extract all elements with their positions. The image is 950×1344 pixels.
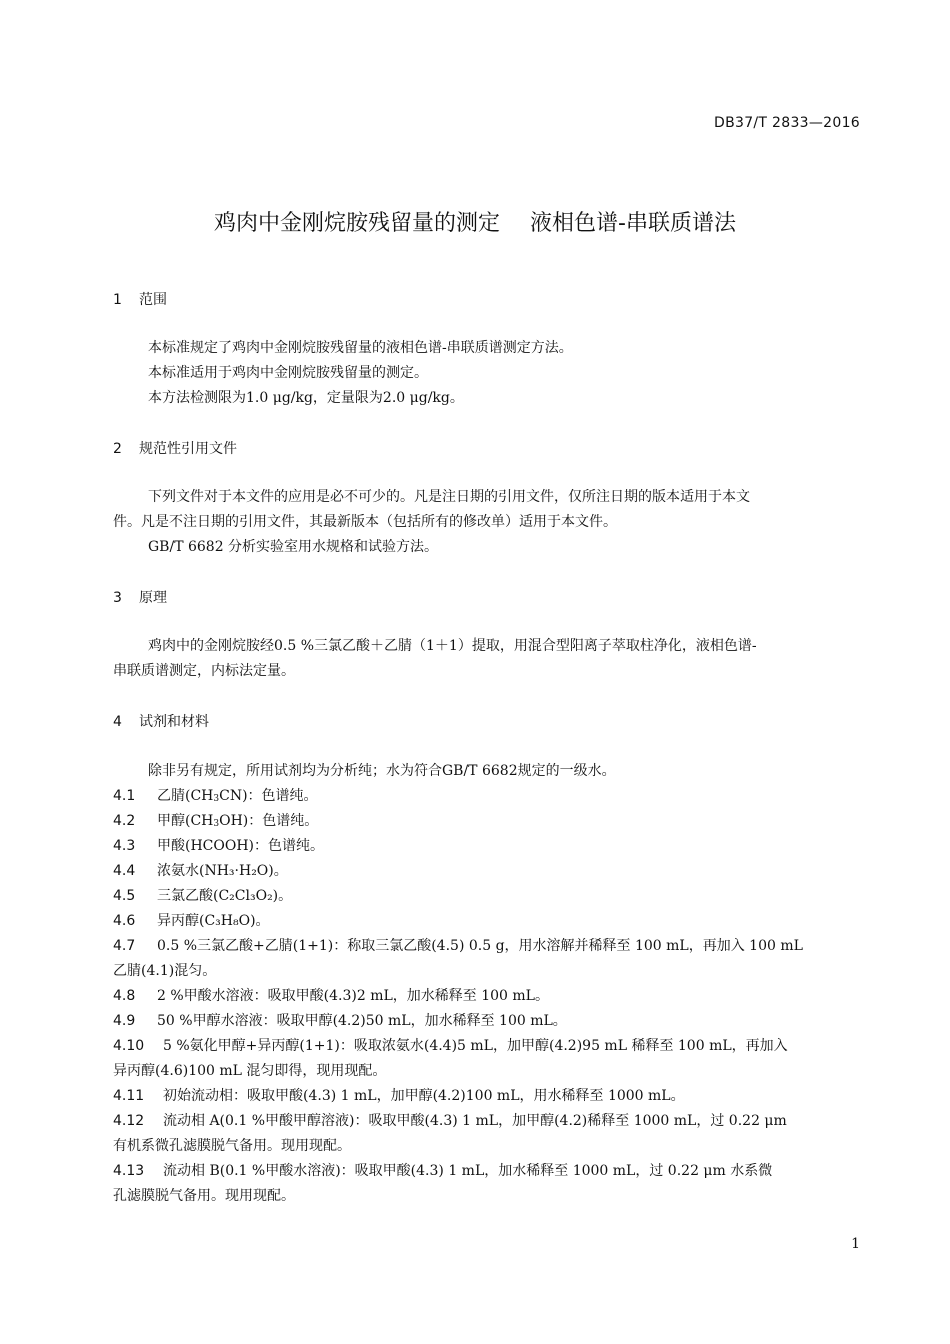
section-heading-1 [113,289,167,309]
item-text-line1: 0.5 %三氯乙酸+乙腈(1+1)：称取三氯乙酸(4.5) 0.5 g，用水溶解并稀释至 100 mL，再加入 100 mL [157,938,803,954]
reagent-item [113,784,860,812]
scope-p2: 本标准适用于鸡肉中金刚烷胺残留量的测定。 [148,365,428,381]
reagents-intro-text: 除非另有规定，所用试剂均为分析纯；水为符合GB/T 6682规定的一级水。 [148,763,616,779]
item-number: 4.10 [113,1038,145,1054]
standard-id: DB37/T 2833—2016 [714,115,860,131]
reagent-item [113,984,860,1009]
item-number: 4.7 [113,938,136,954]
item-text: 乙腈$(CH_3CN)$：色谱纯。 [157,788,318,804]
scope-p3: 本方法检测限为1.0 μg/kg，定量限为2.0 μg/kg。 [148,390,464,406]
item-text: 三氯乙酸(C₂Cl₃O₂)。 [157,888,293,904]
refs-p1-line1: 下列文件对于本文件的应用是必不可少的。凡是注日期的引用文件，仅所注日期的版本适用于本文 [148,489,750,505]
reagent-item [113,884,860,909]
item-text-line1: 5 %氨化甲醇+异丙醇(1+1)：吸取浓氨水(4.4)5 mL，加甲醇(4.2)95 mL 稀释至 100 mL，再加入 [163,1038,788,1054]
page-number: 1 [851,1236,860,1252]
item-text: 异丙醇(C₃H₈O)。 [157,913,270,929]
section-title: 试剂和材料 [139,714,209,730]
section-number: 3 [113,590,122,606]
reagent-item [113,859,860,884]
item-number: 4.1 [113,788,136,804]
reagent-item [113,934,860,984]
item-text-line1: 流动相 B(0.1 %甲酸水溶液)：吸取甲酸(4.3) 1 mL，加水稀释至 1000 mL，过 0.22 μm 水系微 [163,1163,773,1179]
item-number: 4.2 [113,813,136,829]
item-number: 4.11 [113,1088,145,1104]
reagent-item [113,1109,860,1159]
refs-p1-line2: 件。凡是不注日期的引用文件，其最新版本（包括所有的修改单）适用于本文件。 [113,514,617,530]
item-text: 甲醇$(CH_3OH)$：色谱纯。 [157,813,319,829]
reagent-item [113,1034,860,1084]
item-number: 4.12 [113,1113,145,1129]
item-text-line1: 流动相 A(0.1 %甲酸甲醇溶液)：吸取甲酸(4.3) 1 mL，加甲醇(4.2)稀释至 1000 mL，过 0.22 μm [163,1113,787,1129]
item-text: 浓氨水(NH₃·H₂O)。 [157,863,288,879]
reagent-item [113,1009,860,1034]
item-text: 初始流动相：吸取甲酸(4.3) 1 mL，加甲醇(4.2)100 mL，用水稀释至 1000 mL。 [163,1088,685,1104]
item-number: 4.9 [113,1013,136,1029]
section-title: 规范性引用文件 [139,441,237,457]
scope-paragraphs [113,336,860,411]
section-number: 4 [113,714,122,730]
document-title [0,206,950,237]
section-heading-4 [113,711,209,731]
reagent-item [113,1084,860,1109]
scope-p1: 本标准规定了鸡肉中金刚烷胺残留量的液相色谱-串联质谱测定方法。 [148,340,573,356]
refs-p2: GB/T 6682 分析实验室用水规格和试验方法。 [148,539,439,555]
reagent-item [113,809,860,837]
item-number: 4.6 [113,913,136,929]
section-heading-2 [113,438,237,458]
item-text: 50 %甲醇水溶液：吸取甲醇(4.2)50 mL，加水稀释至 100 mL。 [157,1013,567,1029]
reagent-item [113,1159,860,1209]
section-heading-3 [113,587,167,607]
item-number: 4.8 [113,988,136,1004]
item-text-line2: 孔滤膜脱气备用。现用现配。 [113,1188,295,1204]
refs-paragraphs [113,485,860,560]
item-text-line2: 有机系微孔滤膜脱气备用。现用现配。 [113,1138,351,1154]
reagent-item [113,909,860,934]
title-part1: 鸡肉中金刚烷胺残留量的测定 [214,211,501,236]
item-number: 4.3 [113,838,136,854]
principle-paragraph [113,634,860,684]
item-number: 4.4 [113,863,136,879]
item-text-line2: 异丙醇(4.6)100 mL 混匀即得，现用现配。 [113,1063,387,1079]
section-number: 2 [113,441,122,457]
principle-line1: 鸡肉中的金刚烷胺经0.5 %三氯乙酸＋乙腈（1＋1）提取，用混合型阳离子萃取柱净化，液相色谱- [148,638,757,654]
reagents-intro [113,759,860,784]
item-text-line2: 乙腈(4.1)混匀。 [113,963,217,979]
section-number: 1 [113,292,122,308]
item-number: 4.13 [113,1163,145,1179]
section-title: 范围 [139,292,167,308]
reagent-item [113,834,860,859]
title-part2: 液相色谱-串联质谱法 [530,211,736,236]
section-title: 原理 [139,590,167,606]
principle-line2: 串联质谱测定，内标法定量。 [113,663,295,679]
item-text: 甲酸(HCOOH)：色谱纯。 [157,838,325,854]
item-number: 4.5 [113,888,136,904]
item-text: 2 %甲酸水溶液：吸取甲酸(4.3)2 mL，加水稀释至 100 mL。 [157,988,549,1004]
